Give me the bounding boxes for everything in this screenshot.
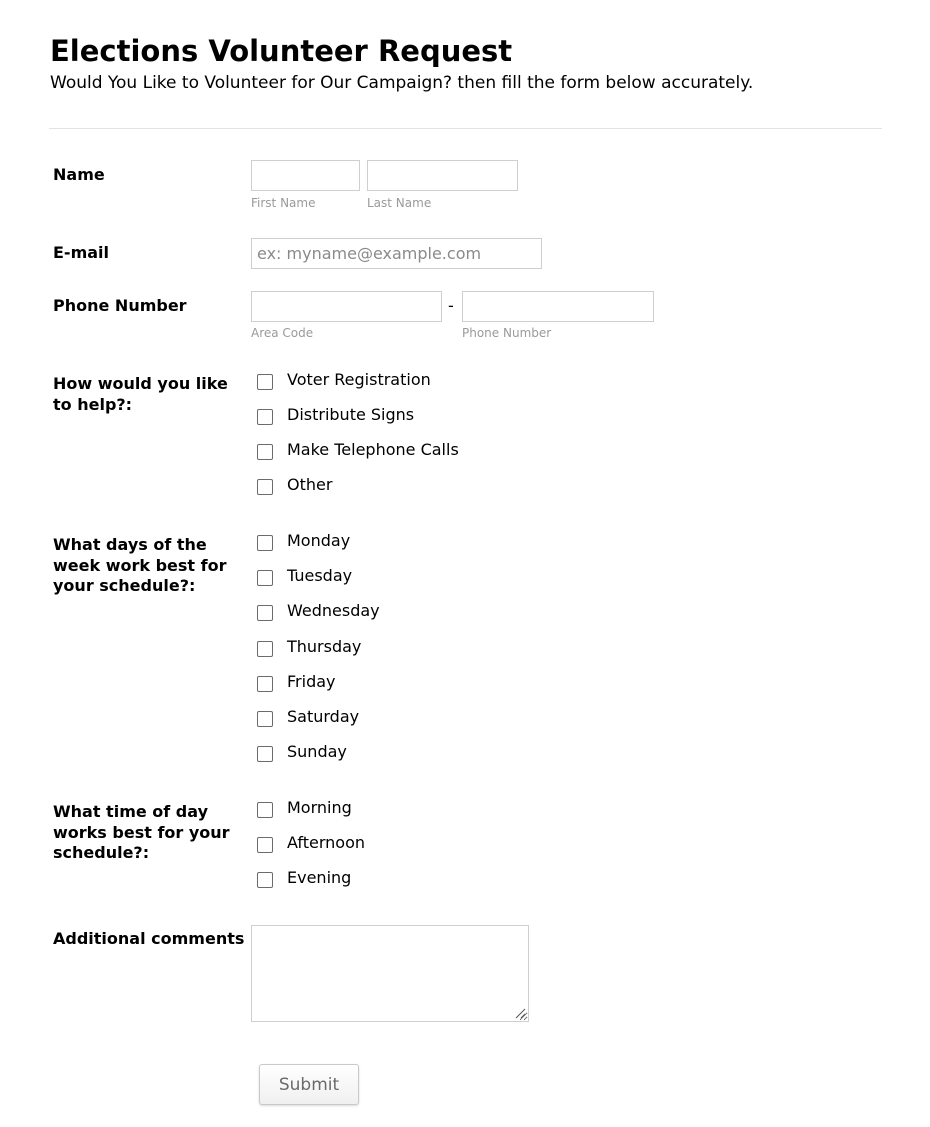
- last-name-input[interactable]: [367, 160, 518, 191]
- phone-label: Phone Number: [53, 296, 187, 315]
- day-option-label: Tuesday: [287, 566, 353, 585]
- help-option-label: Make Telephone Calls: [287, 440, 459, 459]
- checkbox[interactable]: [257, 746, 273, 762]
- time-option-label: Morning: [287, 798, 352, 817]
- day-option-label: Friday: [287, 672, 336, 691]
- checkbox[interactable]: [257, 676, 273, 692]
- checkbox[interactable]: [257, 872, 273, 888]
- checkbox[interactable]: [257, 374, 273, 390]
- time-option-label: Afternoon: [287, 833, 365, 852]
- first-name-sublabel: First Name: [251, 196, 316, 210]
- submit-button[interactable]: Submit: [259, 1064, 359, 1105]
- phone-separator: -: [448, 296, 454, 315]
- days-label: What days of the week work best for your schedule?:: [53, 535, 227, 595]
- checkbox[interactable]: [257, 409, 273, 425]
- area-code-input[interactable]: [251, 291, 442, 322]
- checkbox[interactable]: [257, 802, 273, 818]
- checkbox[interactable]: [257, 535, 273, 551]
- day-option-label: Monday: [287, 531, 351, 550]
- comments-textarea[interactable]: [251, 925, 529, 1022]
- name-label: Name: [53, 165, 105, 184]
- help-label: How would you like to help?:: [53, 374, 228, 414]
- first-name-input[interactable]: [251, 160, 360, 191]
- checkbox[interactable]: [257, 570, 273, 586]
- time-label: What time of day works best for your schedule?:: [53, 802, 230, 862]
- last-name-sublabel: Last Name: [367, 196, 432, 210]
- area-code-sublabel: Area Code: [251, 326, 314, 340]
- checkbox[interactable]: [257, 641, 273, 657]
- day-option-label: Wednesday: [287, 601, 380, 620]
- checkbox[interactable]: [257, 444, 273, 460]
- checkbox[interactable]: [257, 605, 273, 621]
- checkbox[interactable]: [257, 479, 273, 495]
- phone-number-input[interactable]: [462, 291, 654, 322]
- comments-label: Additional comments: [53, 929, 245, 948]
- help-option-label: Distribute Signs: [287, 405, 415, 424]
- checkbox[interactable]: [257, 837, 273, 853]
- form-title: Elections Volunteer Request: [50, 34, 513, 68]
- email-label: E-mail: [53, 243, 110, 262]
- form-subtitle: Would You Like to Volunteer for Our Campaign? then fill the form below accurately.: [50, 73, 754, 93]
- header-divider: [49, 128, 882, 129]
- checkbox[interactable]: [257, 711, 273, 727]
- email-input[interactable]: [251, 238, 542, 269]
- time-option-label: Evening: [287, 868, 352, 887]
- day-option-label: Sunday: [287, 742, 347, 761]
- help-option-label: Other: [287, 475, 333, 494]
- day-option-label: Saturday: [287, 707, 360, 726]
- phone-number-sublabel: Phone Number: [462, 326, 552, 340]
- day-option-label: Thursday: [287, 637, 362, 656]
- help-option-label: Voter Registration: [287, 370, 431, 389]
